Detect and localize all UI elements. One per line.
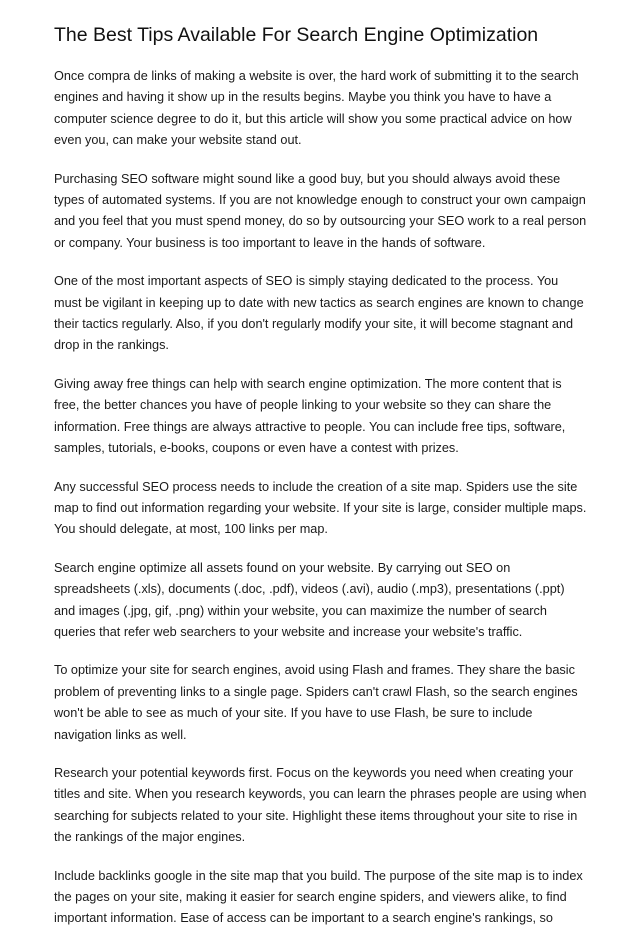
paragraph-7: To optimize your site for search engines, avoid using Flash and frames. They share the basic problem of preventing links to a single page. Spiders can't crawl Flash, so the search engines won't be able to see as much of your site. If you have to use Flash, be sure to include navigation links as well.	[54, 663, 578, 742]
paragraph-9: Include backlinks google in the site map that you build. The purpose of the site map is to index the pages on your site, making it easier for search engine spiders, and viewers alike, to find important information. Ease of access can be important to a search engine's rankings, so	[54, 868, 583, 926]
paragraph-2: Purchasing SEO software might sound like a good buy, but you should always avoid these types of automated systems. If you are not knowledge enough to construct your own campaign and you feel that you must spend money, do so by outsourcing your SEO work to a real person or company. Your business is too important to leave in the hands of software.	[54, 171, 587, 250]
paragraph-3: One of the most important aspects of SEO is simply staying dedicated to the process. You must be vigilant in keeping up to date with new tactics as search engines are known to change their tactics regularly. Also, if you don't regularly modify your site, it will become stagnant and drop in the rankings.	[54, 274, 584, 353]
document-title: The Best Tips Available For Search Engine Optimization	[54, 24, 539, 46]
paragraph-8: Research your potential keywords first. Focus on the keywords you need when creating your titles and site. When you research keywords, you can learn the phrases people are using when searching for subjects related to your site. Highlight these items throughout your site to rise in the rankings of the major engines.	[54, 765, 587, 845]
document-body	[54, 66, 588, 930]
paragraph-6: Search engine optimize all assets found on your website. By carrying out SEO on spreadsheets (.xls), documents (.doc, .pdf), videos (.avi), audio (.mp3), presentations (.ppt) and images (.jpg, gif, .png) within your website, you can maximize the number of search queries that refer web searchers to your website and increase your website's traffic.	[54, 560, 565, 639]
paragraph-1: Once compra de links of making a website is over, the hard work of submitting it to the search engines and having it show up in the results begins. Maybe you think you have to have a computer science degree to do it, but this article will show you some practical advice on how even you, can make your website stand out.	[54, 69, 579, 148]
document-page	[54, 22, 588, 947]
paragraph-5: Any successful SEO process needs to include the creation of a site map. Spiders use the site map to find out information regarding your website. If your site is large, consider multiple maps. You should delegate, at most, 100 links per map.	[54, 479, 587, 537]
paragraph-4: Giving away free things can help with search engine optimization. The more content that is free, the better chances you have of people linking to your website so they can share the information. Free things are always attractive to people. You can include free tips, software, samples, tutorials, e-books, coupons or even have a contest with prizes.	[54, 376, 566, 456]
